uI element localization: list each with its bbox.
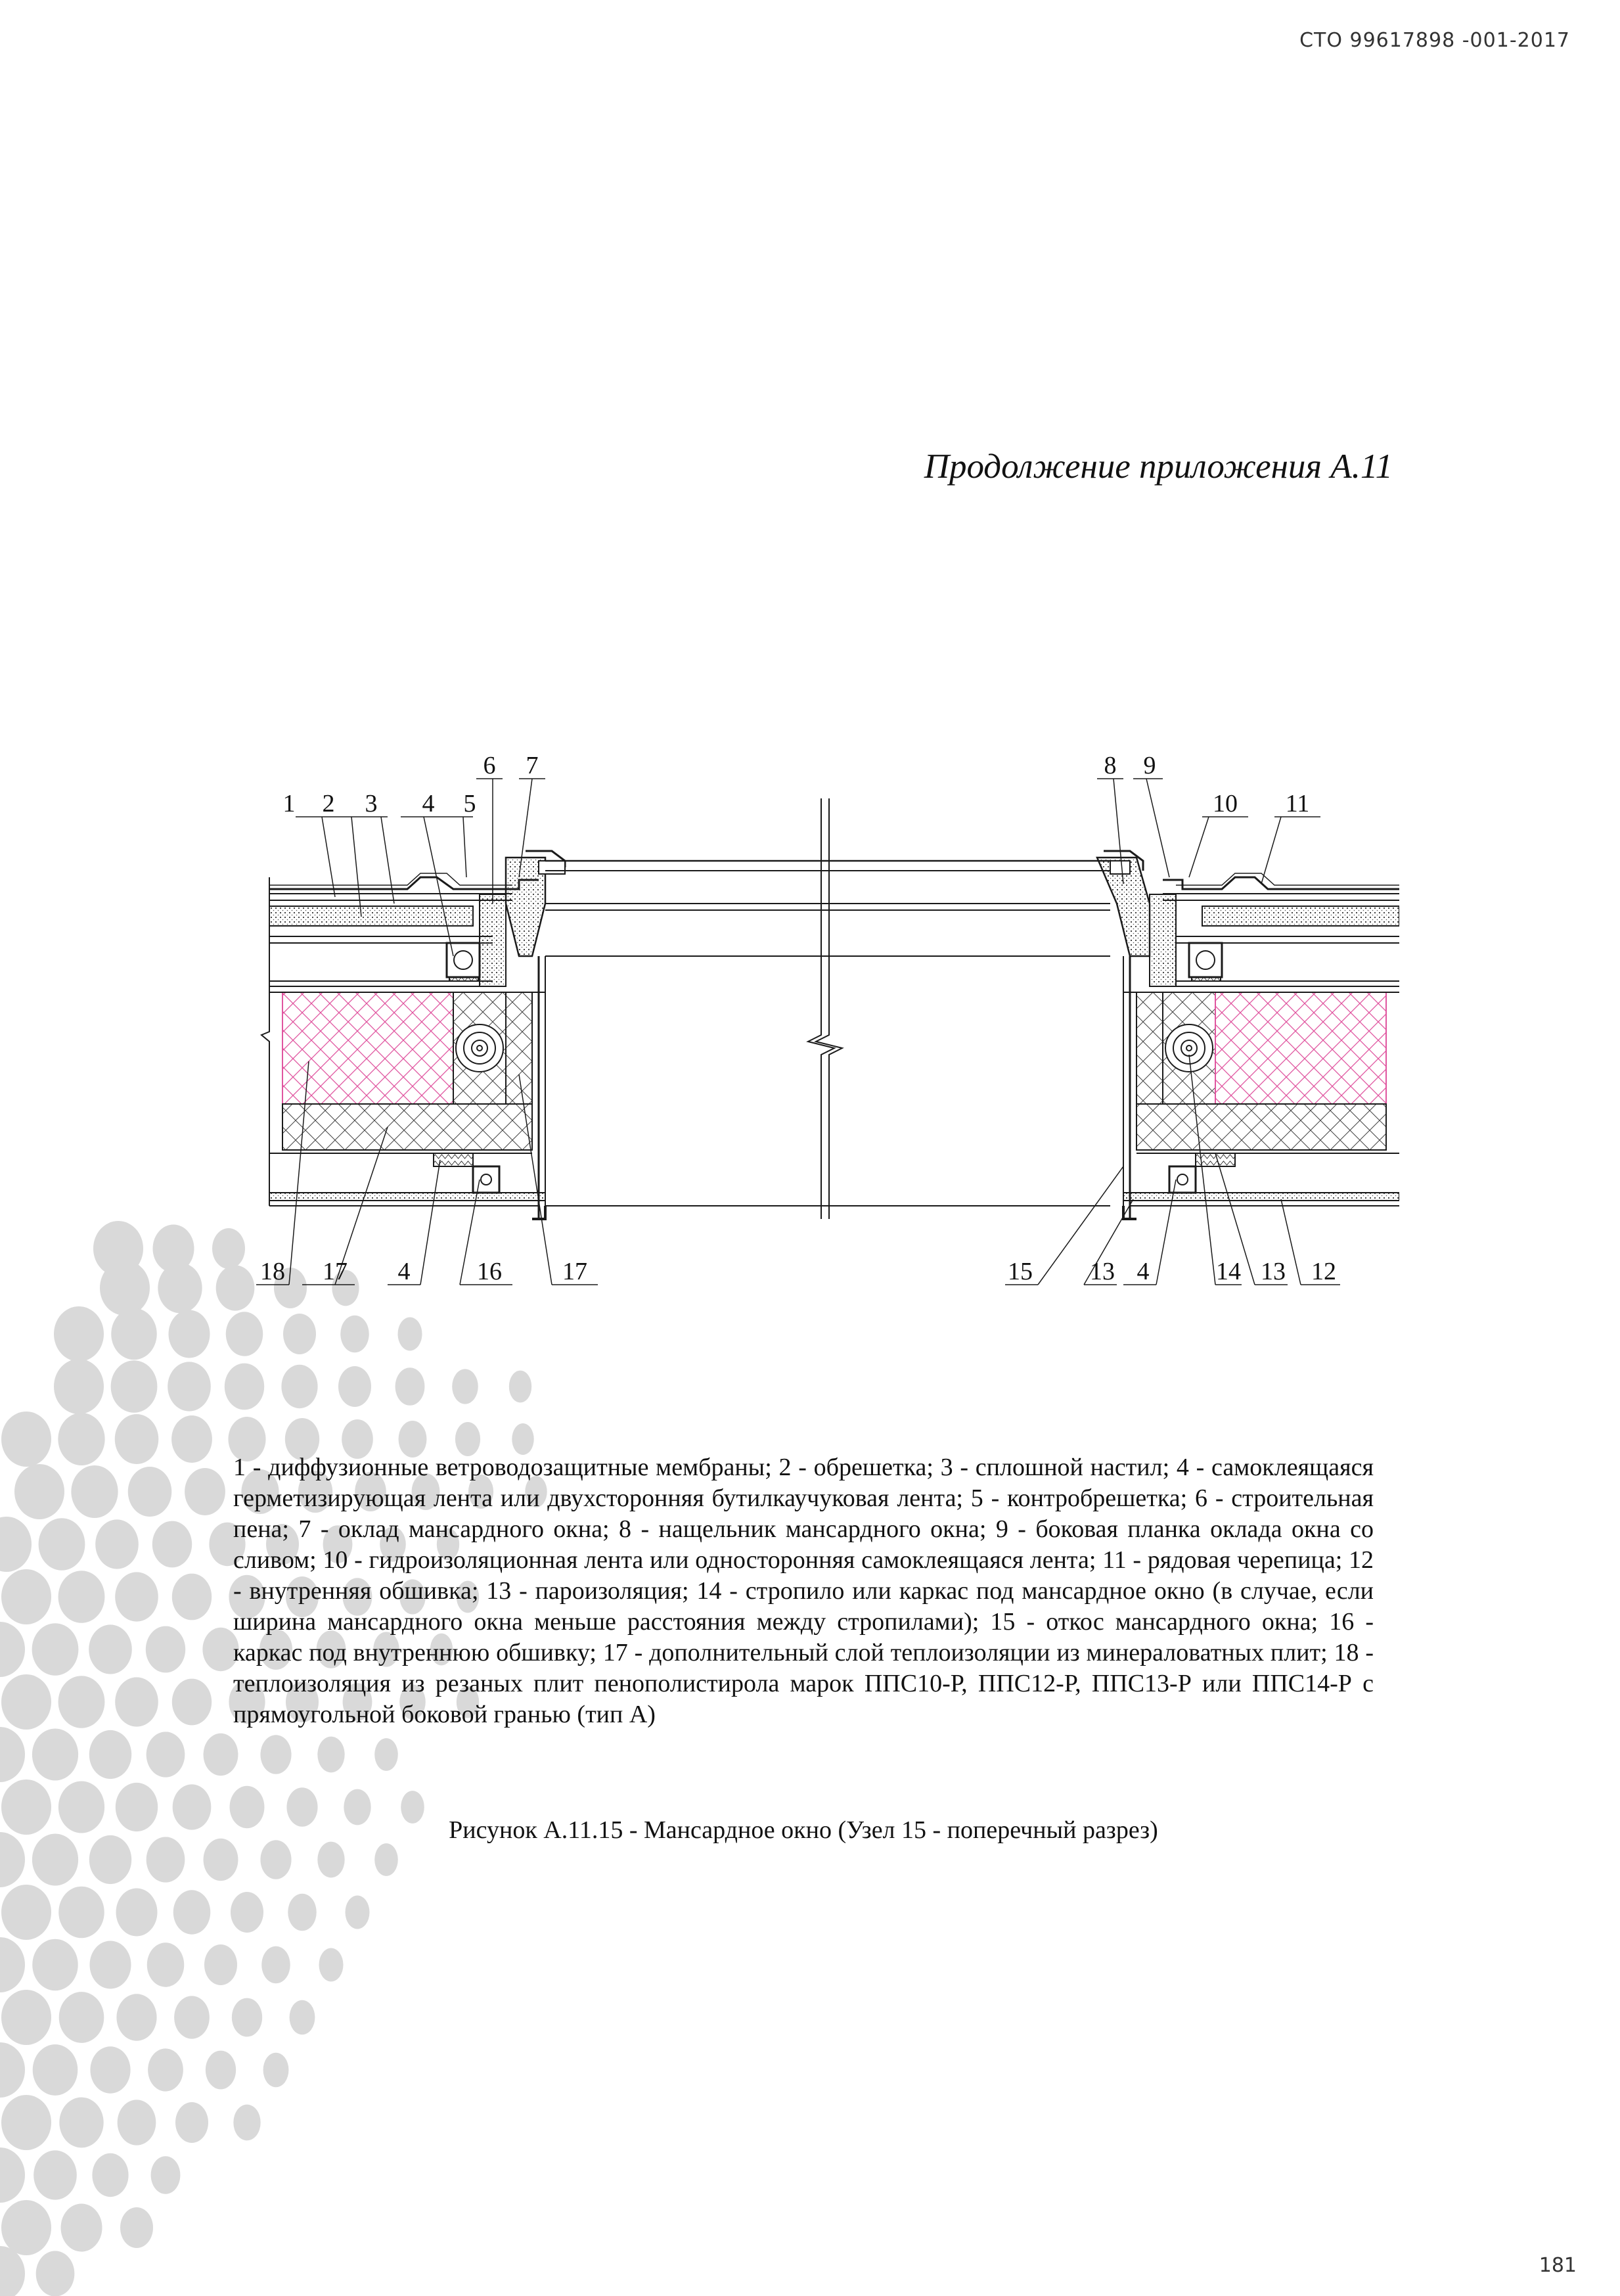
background-dot	[290, 2000, 315, 2035]
callout-4-right: 4	[1136, 1258, 1150, 1285]
right-roof-assembly	[1097, 851, 1399, 1219]
background-dot	[512, 1423, 533, 1455]
callout-4-left: 4	[397, 1258, 411, 1285]
background-dot	[283, 1314, 316, 1354]
background-dot	[172, 1574, 212, 1620]
background-dot	[116, 1994, 156, 2040]
callout-16: 16	[477, 1258, 502, 1285]
callout-2: 2	[322, 790, 335, 817]
background-dot	[58, 1413, 104, 1465]
background-dot	[1, 2095, 51, 2150]
background-dot	[395, 1367, 425, 1406]
background-dot	[260, 1735, 291, 1774]
callout-8: 8	[1104, 752, 1117, 779]
background-dot	[455, 1422, 480, 1456]
callout-4: 4	[422, 790, 435, 817]
background-dot	[32, 1833, 78, 1885]
background-dot	[59, 2098, 103, 2148]
background-dot	[14, 1464, 64, 1519]
background-dot	[146, 1732, 185, 1777]
background-dot	[173, 1890, 211, 1935]
window-glazing	[545, 798, 1110, 1219]
background-dot	[89, 1835, 131, 1884]
background-dot	[0, 2042, 25, 2098]
background-dot	[226, 1312, 263, 1356]
document-code: СТО 99617898 -001-2017	[1299, 29, 1570, 52]
background-dot	[204, 1839, 238, 1881]
background-dot	[175, 2102, 208, 2143]
background-dot	[158, 1263, 202, 1314]
background-dot	[261, 1946, 290, 1984]
background-dot	[54, 1306, 104, 1362]
background-dot	[71, 1465, 118, 1518]
callout-18: 18	[260, 1258, 285, 1285]
background-dot	[173, 1784, 212, 1829]
background-dot	[206, 2051, 236, 2090]
background-dot	[128, 1467, 172, 1517]
background-dot	[1, 1412, 51, 1467]
background-dot	[231, 1892, 263, 1933]
background-dot	[34, 2150, 77, 2199]
background-dot	[92, 2153, 128, 2197]
background-dot	[509, 1371, 531, 1403]
background-dot	[58, 1571, 105, 1623]
page-number: 181	[1539, 2254, 1577, 2277]
background-dot	[171, 1415, 212, 1463]
background-dot	[0, 1832, 25, 1887]
background-dot	[452, 1369, 478, 1404]
background-dot	[225, 1364, 264, 1410]
background-dot	[398, 1318, 422, 1351]
background-dot	[111, 1360, 158, 1413]
background-dot	[148, 2048, 183, 2091]
background-dot	[260, 1840, 291, 1879]
figure-caption: Рисунок А.11.15 - Мансардное окно (Узел 15 - поперечный разрез)	[449, 1816, 1158, 1844]
background-dot	[59, 1992, 104, 2043]
background-dot	[1, 1569, 51, 1624]
background-dot	[0, 2147, 25, 2203]
background-dot	[115, 1414, 159, 1464]
background-dot	[338, 1366, 371, 1407]
background-dot	[95, 1519, 139, 1569]
background-dot	[263, 2053, 289, 2088]
callout-9: 9	[1143, 752, 1156, 779]
background-dot	[374, 1843, 398, 1876]
background-dot	[169, 1310, 210, 1358]
background-dot	[340, 1316, 369, 1353]
callout-7: 7	[526, 752, 539, 779]
callout-11: 11	[1285, 790, 1310, 817]
dormer-window-cross-section-drawing	[256, 746, 1399, 1311]
callout-12: 12	[1311, 1258, 1336, 1285]
callout-3: 3	[365, 790, 378, 817]
background-dot	[90, 2046, 130, 2093]
background-dot	[36, 2251, 75, 2296]
background-dot	[374, 1738, 398, 1771]
background-dot	[32, 1728, 78, 1780]
background-dot	[146, 1626, 185, 1673]
callout-10: 10	[1213, 790, 1238, 817]
appendix-continuation-title: Продолжение приложения А.11	[924, 448, 1393, 486]
background-dot	[61, 2204, 102, 2252]
background-dot	[116, 1889, 158, 1937]
background-dot	[146, 1837, 185, 1882]
background-dot	[0, 1727, 25, 1782]
background-dot	[118, 2100, 156, 2145]
background-dot	[0, 1622, 25, 1677]
background-dot	[100, 1260, 150, 1316]
background-dot	[58, 1781, 104, 1833]
background-dot	[147, 1942, 185, 1987]
background-dot	[151, 2156, 181, 2194]
background-dot	[174, 1996, 210, 2038]
background-dot	[168, 1362, 211, 1411]
callout-13-right: 13	[1261, 1258, 1286, 1285]
background-dot	[1, 1779, 51, 1835]
callout-6: 6	[483, 752, 496, 779]
background-dot	[233, 2105, 260, 2141]
callout-1: 1	[282, 790, 296, 817]
background-dot	[0, 1517, 32, 1572]
callout-5: 5	[463, 790, 476, 817]
background-dot	[115, 1572, 158, 1621]
background-dot	[281, 1365, 317, 1408]
background-dot	[172, 1679, 212, 1726]
background-dot	[317, 1737, 344, 1773]
background-dot	[204, 1733, 238, 1776]
background-dot	[116, 1783, 158, 1831]
background-dot	[0, 1937, 25, 1992]
background-dot	[232, 1998, 262, 2037]
background-dot	[58, 1676, 105, 1728]
background-dot	[89, 1730, 131, 1779]
background-dot	[120, 2207, 153, 2248]
background-dot	[58, 1887, 104, 1939]
legend-text: 1 - диффузионные ветроводозащитные мембраны; 2 - обрешетка; 3 - сплошной настил; 4 - самоклеящаяся герметизирующая лента или двухсторонняя бутилкаучуковая лента; 5 - контробрешетка; 6 - строительная пена; 7 - оклад мансардного окна; 8 - нащельник мансардного окна; 9 - боковая планка оклада окна со сливом; 10 - гидроизоляционная лента или односторонняя самоклеящаяся лента; 11 - рядовая черепица; 12 - внутренняя обшивка; 13 - пароизоляция; 14 - стропило или каркас под мансардное окно (в случае, если ширина мансардного окна меньше расстояния между стропилами); 15 - откос мансардного окна; 16 - каркас под внутреннюю обшивку; 17 - дополнительный слой теплоизоляции из минераловатных плит; 18 - теплоизоляция из резаных плит пенополистирола марок ППС10-Р, ППС12-Р, ППС13-Р или ППС14-Р с прямоугольной боковой гранью (тип А)	[233, 1454, 1374, 1728]
background-dot	[32, 1939, 78, 1991]
background-dot	[185, 1468, 225, 1515]
background-dot	[90, 1941, 131, 1989]
background-dot	[32, 1623, 79, 1676]
background-dot	[1, 1885, 51, 1940]
background-dot	[152, 1521, 192, 1568]
background-dot	[212, 1228, 245, 1269]
background-dot	[33, 2044, 78, 2096]
background-dot	[115, 1677, 158, 1726]
background-dot	[89, 1624, 132, 1674]
callout-13-left: 13	[1090, 1258, 1115, 1285]
callout-17-left: 17	[323, 1258, 348, 1285]
callout-17-right: 17	[562, 1258, 587, 1285]
background-dot	[346, 1896, 370, 1929]
background-dot	[319, 1948, 344, 1982]
callout-14: 14	[1216, 1258, 1241, 1285]
background-dot	[204, 1944, 237, 1985]
callout-15: 15	[1008, 1258, 1033, 1285]
background-dot	[216, 1265, 255, 1310]
background-dot	[317, 1842, 344, 1878]
background-dot	[1, 1674, 51, 1730]
left-roof-assembly	[261, 851, 565, 1219]
background-dot	[1, 2200, 51, 2255]
background-dot	[54, 1359, 104, 1414]
background-dot	[1, 1990, 51, 2045]
background-dot	[111, 1308, 157, 1360]
background-dot	[39, 1518, 85, 1571]
background-dot	[288, 1894, 317, 1931]
